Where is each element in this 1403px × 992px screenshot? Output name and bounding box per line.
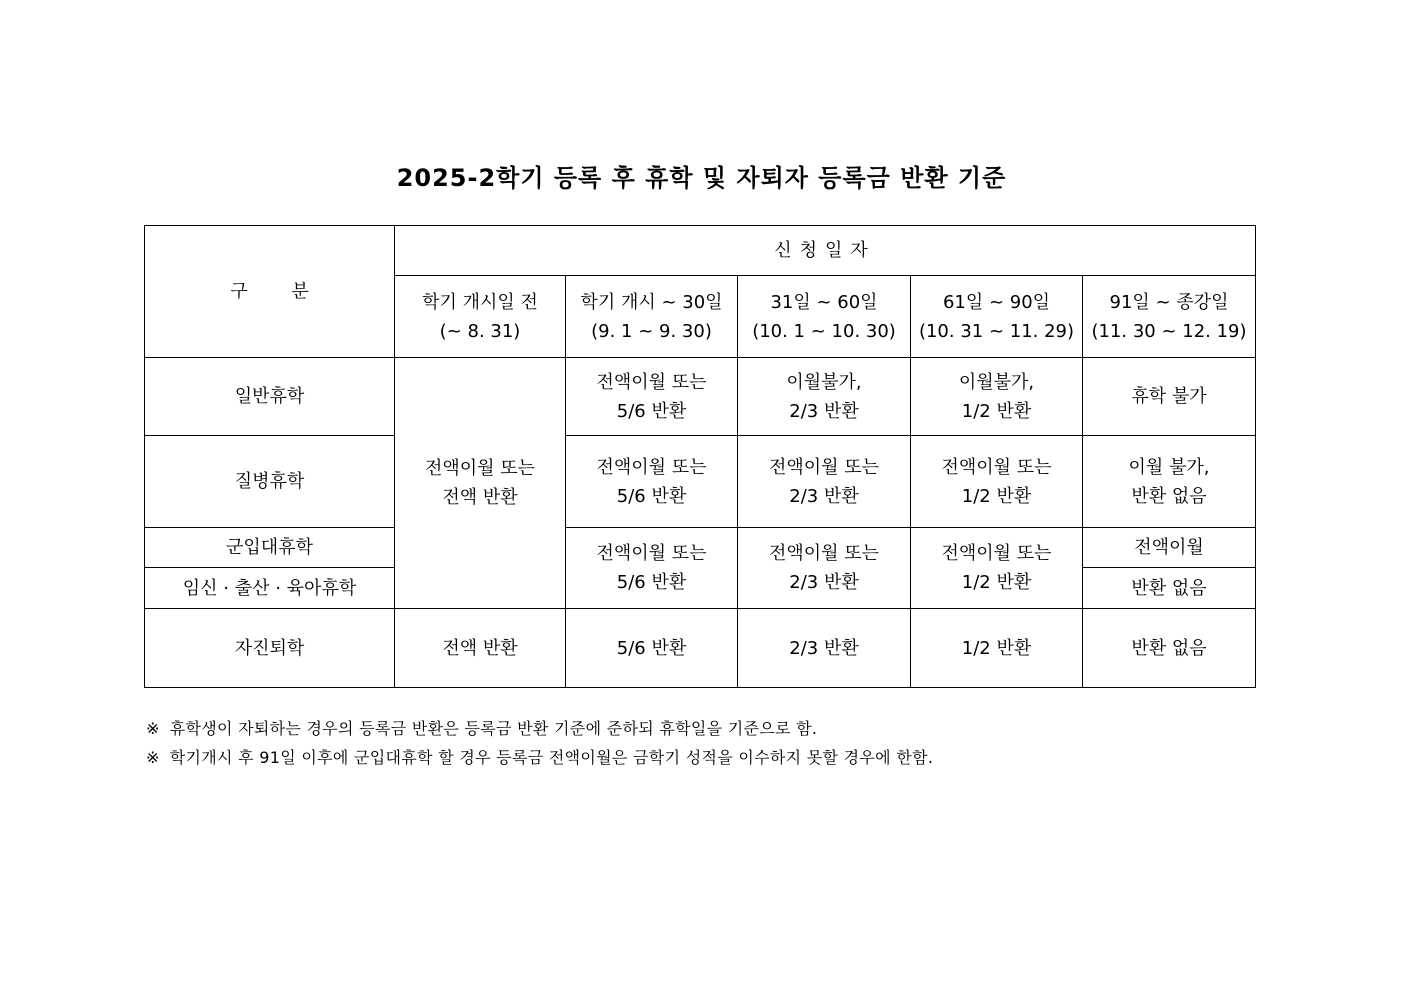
table-cell: 전액이월 또는 2/3 반환 (738, 528, 911, 609)
category-header: 구 분 (145, 226, 395, 358)
footnote-text: 학기개시 후 91일 이후에 군입대휴학 할 경우 등록금 전액이월은 금학기 성적을 이수하지 못할 경우에 한함. (169, 748, 934, 767)
application-date-header: 신청일자 (395, 226, 1256, 276)
table-cell: 이월 불가, 반환 없음 (1083, 436, 1256, 528)
refund-criteria-table (144, 225, 1256, 688)
table-cell: 전액이월 (1083, 528, 1256, 568)
row-label-withdrawal: 자진퇴학 (145, 609, 395, 688)
table-cell: 이월불가, 1/2 반환 (911, 358, 1083, 436)
period-header: 31일 ~ 60일 (10. 1 ~ 10. 30) (738, 276, 911, 358)
row-label-general-leave: 일반휴학 (145, 358, 395, 436)
table-cell: 전액 반환 (395, 609, 566, 688)
row-label-military-leave: 군입대휴학 (145, 528, 395, 568)
table-row-military-leave (145, 528, 1256, 568)
table-cell: 이월불가, 2/3 반환 (738, 358, 911, 436)
row-label-parental-leave: 임신 · 출산 · 육아휴학 (145, 568, 395, 609)
table-cell: 전액이월 또는 1/2 반환 (911, 436, 1083, 528)
table-cell: 5/6 반환 (566, 609, 738, 688)
table-row-general-leave (145, 358, 1256, 436)
table-row-illness-leave (145, 436, 1256, 528)
period-header: 91일 ~ 종강일 (11. 30 ~ 12. 19) (1083, 276, 1256, 358)
table-cell: 전액이월 또는 5/6 반환 (566, 436, 738, 528)
table-cell: 반환 없음 (1083, 609, 1256, 688)
table-cell: 전액이월 또는 2/3 반환 (738, 436, 911, 528)
reference-mark-icon: ※ (146, 719, 160, 738)
page-title: 2025-2학기 등록 후 휴학 및 자퇴자 등록금 반환 기준 (396, 164, 1007, 192)
footnote (146, 714, 933, 743)
reference-mark-icon: ※ (146, 748, 160, 767)
footnote-text: 휴학생이 자퇴하는 경우의 등록금 반환은 등록금 반환 기준에 준하되 휴학일을 기준으로 함. (169, 719, 818, 738)
table-row-withdrawal (145, 609, 1256, 688)
table-cell: 2/3 반환 (738, 609, 911, 688)
footnote (146, 743, 933, 772)
table-cell: 1/2 반환 (911, 609, 1083, 688)
table-cell: 전액이월 또는 5/6 반환 (566, 528, 738, 609)
leave-before-semester-cell: 전액이월 또는 전액 반환 (395, 358, 566, 609)
table-cell: 휴학 불가 (1083, 358, 1256, 436)
table-cell: 반환 없음 (1083, 568, 1256, 609)
table-cell: 전액이월 또는 5/6 반환 (566, 358, 738, 436)
table-header-row (145, 226, 1256, 276)
row-label-illness-leave: 질병휴학 (145, 436, 395, 528)
table-cell: 전액이월 또는 1/2 반환 (911, 528, 1083, 609)
period-header: 61일 ~ 90일 (10. 31 ~ 11. 29) (911, 276, 1083, 358)
period-header: 학기 개시일 전 (~ 8. 31) (395, 276, 566, 358)
footnotes (146, 714, 933, 772)
period-header: 학기 개시 ~ 30일 (9. 1 ~ 9. 30) (566, 276, 738, 358)
